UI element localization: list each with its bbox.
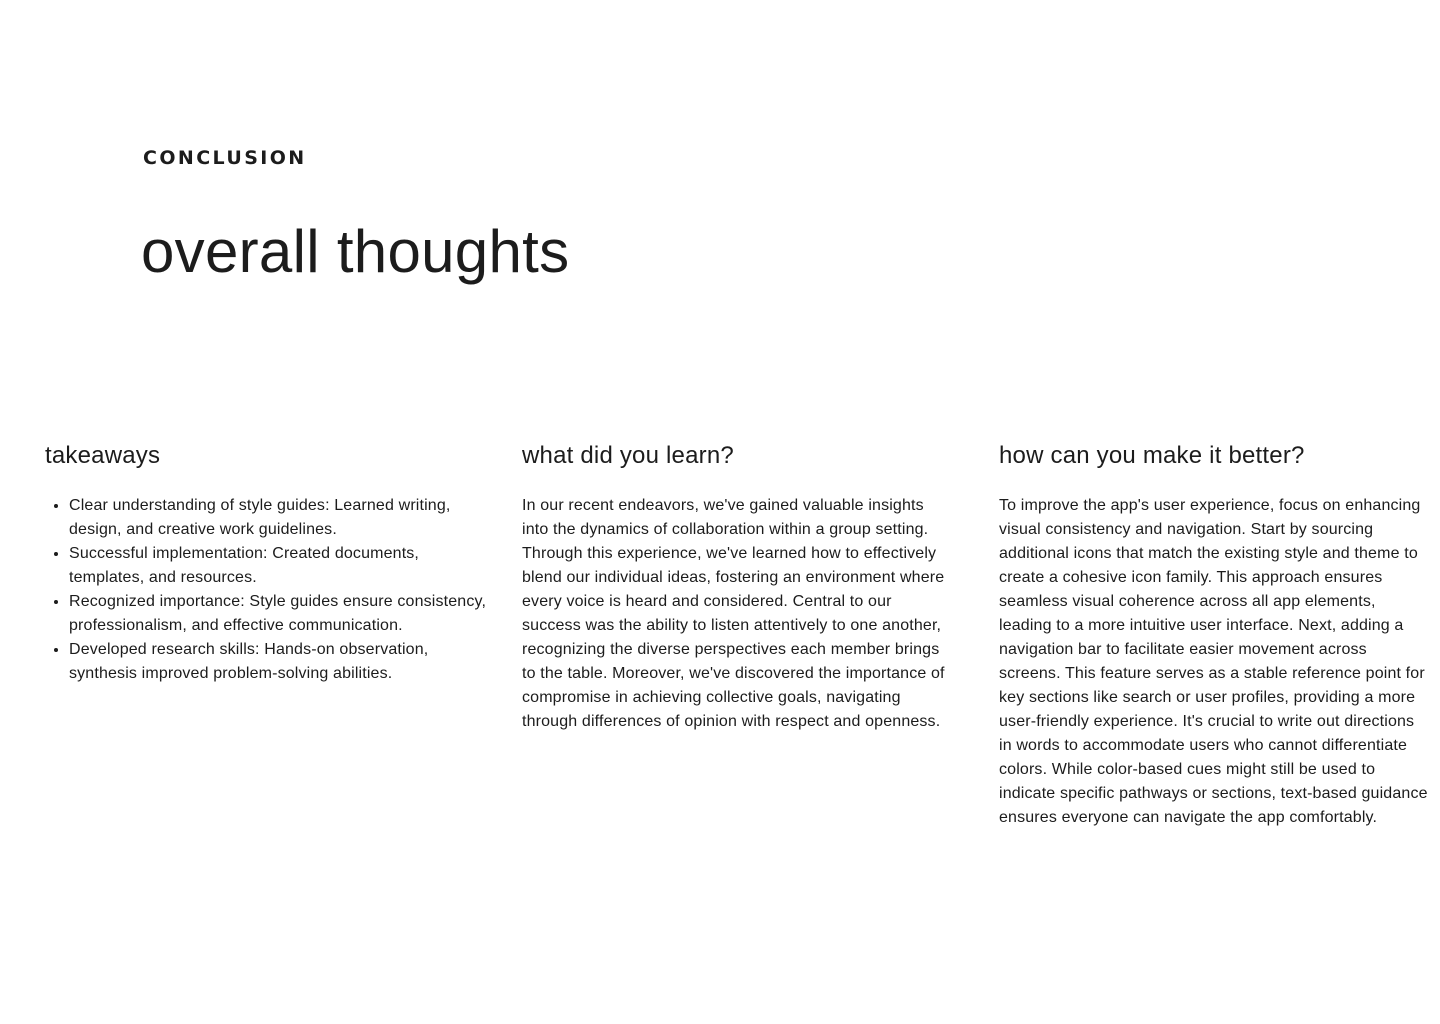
improve-body: To improve the app's user experience, focus on enhancing visual consistency and navigation. Start by sourcing additional icons that match the existing style and theme to create a cohesive icon family. This approach ensures seamless visual coherence across all app elements, leading to a more intuitive user interface. Next, adding a navigation bar to facilitate easier movement across screens. This feature serves as a stable reference point for key sections like search or user profiles, providing a more user-friendly experience. It's crucial to write out directions in words to accommodate users who cannot differentiate colors. While color-based cues might still be used to indicate specific pathways or sections, text-based guidance ensures everyone can navigate the app comfortably. bbox=[999, 497, 1428, 826]
learn-heading: what did you learn? bbox=[522, 442, 734, 469]
section-eyebrow: CONCLUSION bbox=[143, 147, 307, 169]
improve-heading: how can you make it better? bbox=[999, 442, 1305, 469]
list-item: • Developed research skills: Hands-on observation, synthesis improved problem-solving abilities. bbox=[69, 638, 490, 686]
learn-column bbox=[522, 440, 947, 734]
takeaways-heading: takeaways bbox=[45, 442, 161, 469]
improve-column bbox=[999, 440, 1429, 830]
learn-body: In our recent endeavors, we've gained valuable insights into the dynamics of collaboration within a group setting. Through this experience, we've learned how to effectively blend our individual ideas, fostering an environment where every voice is heard and considered. Central to our success was the ability to listen attentively to one another, recognizing the diverse perspectives each member brings to the table. Moreover, we've discovered the importance of compromise in achieving collective goals, navigating through differences of opinion with respect and openness. bbox=[522, 497, 945, 730]
list-item: • Clear understanding of style guides: Learned writing, design, and creative work guidelines. bbox=[69, 494, 490, 542]
page-title: overall thoughts bbox=[141, 218, 570, 285]
takeaways-list bbox=[45, 494, 490, 686]
takeaways-column bbox=[45, 440, 490, 686]
list-item: • Recognized importance: Style guides ensure consistency, professionalism, and effective communication. bbox=[69, 590, 490, 638]
list-item: • Successful implementation: Created documents, templates, and resources. bbox=[69, 542, 490, 590]
